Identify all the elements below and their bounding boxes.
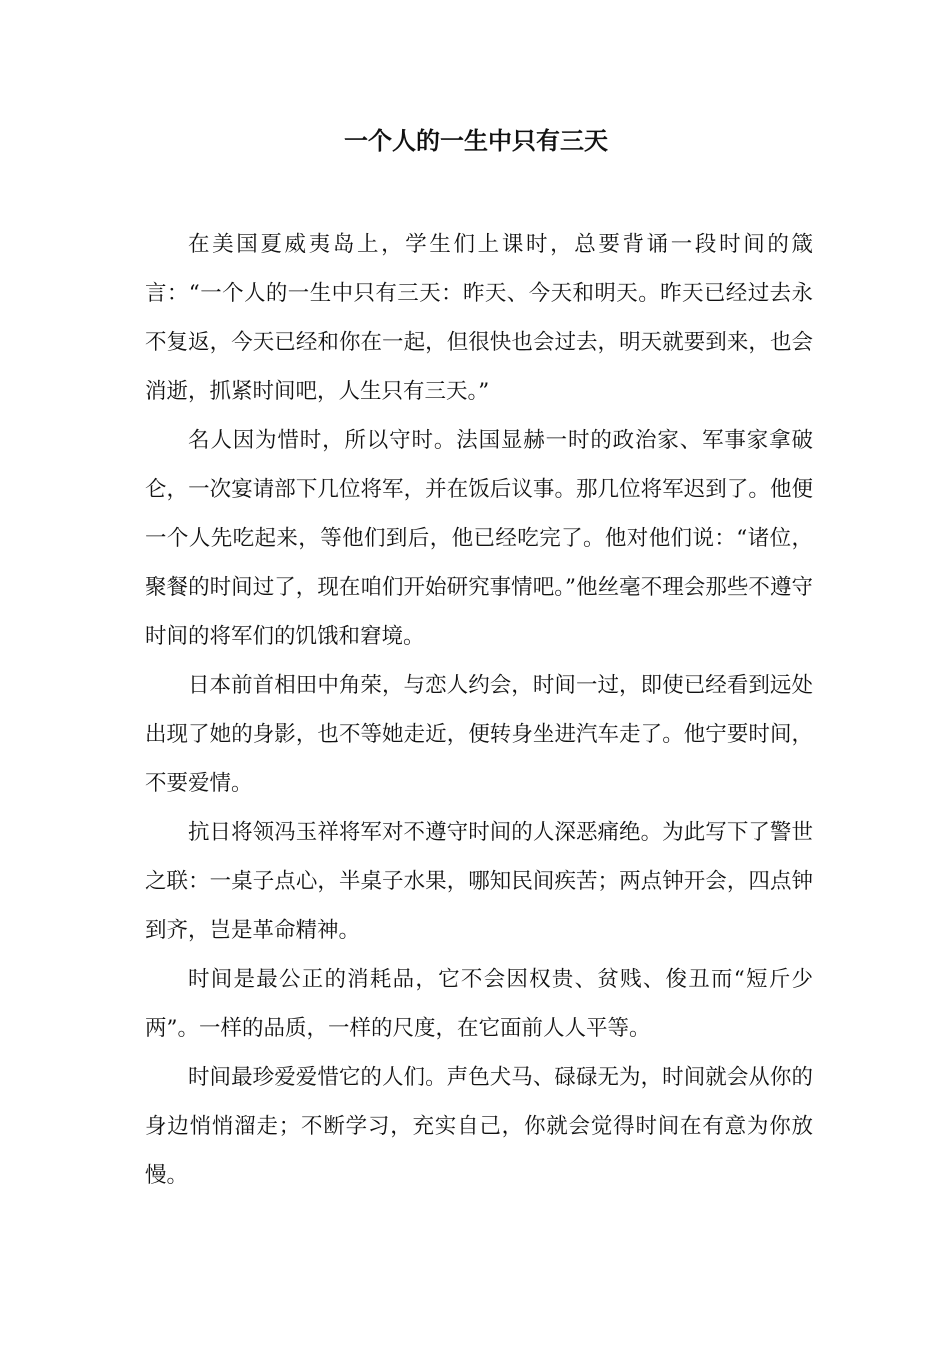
document-title: 一个人的一生中只有三天 <box>344 126 608 155</box>
paragraph: 抗日将领冯玉祥将军对不遵守时间的人深恶痛绝。为此写下了警世之联：一桌子点心，半桌子水果，哪知民间疾苦；两点钟开会，四点钟到齐，岂是革命精神。 <box>145 820 813 943</box>
document-body <box>145 220 813 1200</box>
paragraph: 时间是最公正的消耗品，它不会因权贵、贫贱、俊丑而“短斤少两”。一样的品质，一样的尺度，在它面前人人平等。 <box>145 967 813 1041</box>
paragraph: 名人因为惜时，所以守时。法国显赫一时的政治家、军事家拿破仑，一次宴请部下几位将军，并在饭后议事。那几位将军迟到了。他便一个人先吃起来，等他们到后，他已经吃完了。他对他们说：“诸位，聚餐的时间过了，现在咱们开始研究事情吧。”他丝毫不理会那些不遵守时间的将军们的饥饿和窘境。 <box>145 428 813 649</box>
paragraph: 时间最珍爱爱惜它的人们。声色犬马、碌碌无为，时间就会从你的身边悄悄溜走；不断学习，充实自己，你就会觉得时间在有意为你放慢。 <box>145 1065 813 1188</box>
paragraph: 在美国夏威夷岛上，学生们上课时，总要背诵一段时间的箴言：“一个人的一生中只有三天：昨天、今天和明天。昨天已经过去永不复返，今天已经和你在一起，但很快也会过去，明天就要到来，也会消逝，抓紧时间吧，人生只有三天。” <box>145 232 813 404</box>
paragraph: 日本前首相田中角荣，与恋人约会，时间一过，即使已经看到远处出现了她的身影，也不等她走近，便转身坐进汽车走了。他宁要时间，不要爱情。 <box>145 673 813 796</box>
